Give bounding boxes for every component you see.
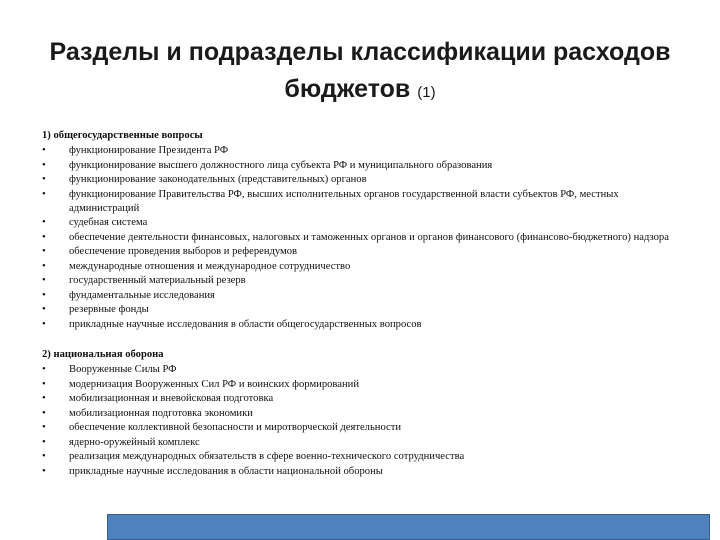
bullet-icon: • [42,465,46,477]
list-item [42,421,682,435]
list-item [42,407,682,421]
list-item-text: реализация международных обязательств в сфере военно-технического сотрудничества [69,451,465,462]
list-item [42,318,682,332]
bullet-icon: • [42,364,46,375]
list-item-text: прикладные научные исследования в области национальной обороны [69,465,383,477]
bullet-icon: • [42,260,46,272]
title-main: Разделы и подразделы классификации расходов бюджетов [49,38,671,103]
footer-accent-bar [107,514,710,540]
bullet-list [42,363,682,479]
bullet-icon: • [42,145,46,156]
bullet-icon: • [42,159,46,171]
list-item-text: обеспечение проведения выборов и референдумов [69,246,298,257]
list-item [42,173,682,187]
list-item [42,450,682,464]
list-item [42,216,682,230]
list-item [42,144,682,158]
list-item-text: резервные фонды [69,304,149,315]
list-item [42,465,682,479]
list-item-text: обеспечение коллективной безопасности и миротворческой деятельности [69,422,402,433]
bullet-icon: • [42,393,46,404]
list-item-text: функционирование Президента РФ [69,145,229,156]
bullet-icon: • [42,275,46,286]
list-item-text: обеспечение деятельности финансовых, налоговых и таможенных органов и органов финансового (финансово-бюджетного) надзора [69,231,669,243]
section-national-defense [42,348,682,479]
section-spacer [42,332,682,348]
bullet-icon: • [42,217,46,228]
list-item [42,392,682,406]
bullet-icon: • [42,304,46,315]
bullet-icon: • [42,436,46,448]
bullet-icon: • [42,422,46,433]
list-item [42,274,682,288]
list-item-text: функционирование законодательных (представительных) органов [69,174,367,185]
list-item-text: мобилизационная подготовка экономики [69,407,253,419]
section-general-issues [42,129,682,332]
page-title [20,34,700,111]
section-heading: 2) национальная оборона [42,349,164,360]
list-item [42,436,682,450]
list-item-text: Вооруженные Силы РФ [69,364,177,375]
list-item-text: прикладные научные исследования в области общегосударственных вопросов [69,318,422,330]
bullet-icon: • [42,407,46,419]
list-item-text: международные отношения и международное сотрудничество [69,260,351,272]
list-item [42,159,682,173]
list-item [42,303,682,317]
list-item-text: функционирование Правительства РФ, высших исполнительных органов государственной власти субъектов РФ, местных администраций [69,188,619,214]
bullet-icon: • [42,174,46,185]
list-item [42,289,682,303]
list-item-text: модернизация Вооруженных Сил РФ и воинских формирований [69,378,360,390]
bullet-icon: • [42,451,46,462]
bullet-icon: • [42,289,46,301]
document-body [42,129,682,479]
list-item-text: фундаментальные исследования [69,289,215,301]
title-suffix: (1) [417,84,436,101]
list-item [42,245,682,259]
section-heading: 1) общегосударственные вопросы [42,130,203,141]
bullet-icon: • [42,231,46,243]
list-item-text: государственный материальный резерв [69,275,246,286]
list-item-text: ядерно-оружейный комплекс [69,436,200,448]
bullet-icon: • [42,188,46,200]
bullet-list [42,144,682,332]
list-item [42,260,682,274]
list-item [42,363,682,377]
bullet-icon: • [42,246,46,257]
list-item [42,231,682,245]
list-item-text: функционирование высшего должностного лица субъекта РФ и муниципального образования [69,159,493,171]
bullet-icon: • [42,318,46,330]
bullet-icon: • [42,378,46,390]
list-item [42,378,682,392]
list-item-text: судебная система [69,217,148,228]
list-item-text: мобилизационная и вневойсковая подготовка [69,393,274,404]
list-item [42,188,682,216]
